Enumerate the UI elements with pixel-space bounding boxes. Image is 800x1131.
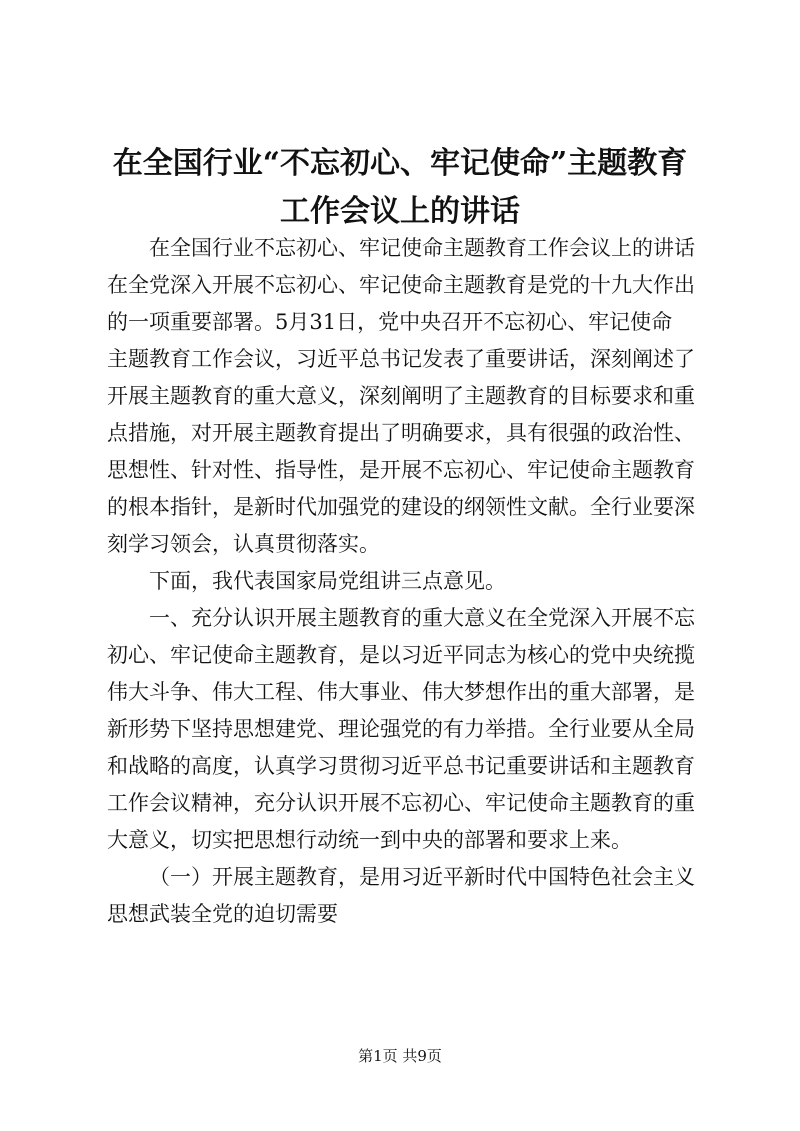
paragraph-line: 的根本指针，是新时代加强党的建设的纲领性文献。全行业要深: [107, 495, 695, 519]
paragraph-line: 开展主题教育的重大意义，深刻阐明了主题教育的目标要求和重: [107, 384, 695, 408]
document-body: [107, 230, 707, 933]
paragraph-2: [107, 563, 707, 600]
paragraph-line: 一、充分认识开展主题教育的重大意义在全党深入开展不忘: [149, 606, 695, 630]
paragraph-1: [107, 230, 707, 563]
paragraph-line: 和战略的高度，认真学习贯彻习近平总书记重要讲话和主题教育: [107, 754, 695, 778]
paragraph-line: 刻学习领会，认真贯彻落实。: [107, 532, 380, 556]
paragraph-line: 工作会议精神，充分认识开展不忘初心、牢记使命主题教育的重: [107, 791, 695, 815]
title-line-1: 在全国行业“不忘初心、牢记使命”主题教育: [112, 146, 688, 181]
paragraph-4: [107, 859, 707, 933]
paragraph-line: 思想武装全党的迫切需要: [107, 902, 338, 926]
paragraph-line: 主题教育工作会议，习近平总书记发表了重要讲话，深刻阐述了: [107, 347, 695, 371]
paragraph-line: 新形势下坚持思想建党、理论强党的有力举措。全行业要从全局: [107, 717, 695, 741]
paragraph-line: 的一项重要部署。5月31日，党中央召开不忘初心、牢记使命: [107, 310, 673, 334]
paragraph-line: 大意义，切实把思想行动统一到中央的部署和要求上来。: [107, 828, 632, 852]
document-title: [80, 140, 720, 236]
paragraph-line: 在全国行业不忘初心、牢记使命主题教育工作会议上的讲话: [149, 236, 695, 260]
paragraph-line: 点措施，对开展主题教育提出了明确要求，具有很强的政治性、: [107, 421, 695, 445]
paragraph-line: 思想性、针对性、指导性，是开展不忘初心、牢记使命主题教育: [107, 458, 695, 482]
paragraph-line: 在全党深入开展不忘初心、牢记使命主题教育是党的十九大作出: [107, 273, 695, 297]
paragraph-3: [107, 600, 707, 859]
paragraph-line: （一）开展主题教育，是用习近平新时代中国特色社会主义: [149, 865, 695, 889]
title-line-2: 工作会议上的讲话: [280, 194, 520, 229]
paragraph-line: 伟大斗争、伟大工程、伟大事业、伟大梦想作出的重大部署，是: [107, 680, 695, 704]
page-number-footer: 第1页 共9页: [358, 1047, 442, 1065]
paragraph-line: 下面，我代表国家局党组讲三点意见。: [149, 569, 506, 593]
paragraph-line: 初心、牢记使命主题教育，是以习近平同志为核心的党中央统揽: [107, 643, 695, 667]
